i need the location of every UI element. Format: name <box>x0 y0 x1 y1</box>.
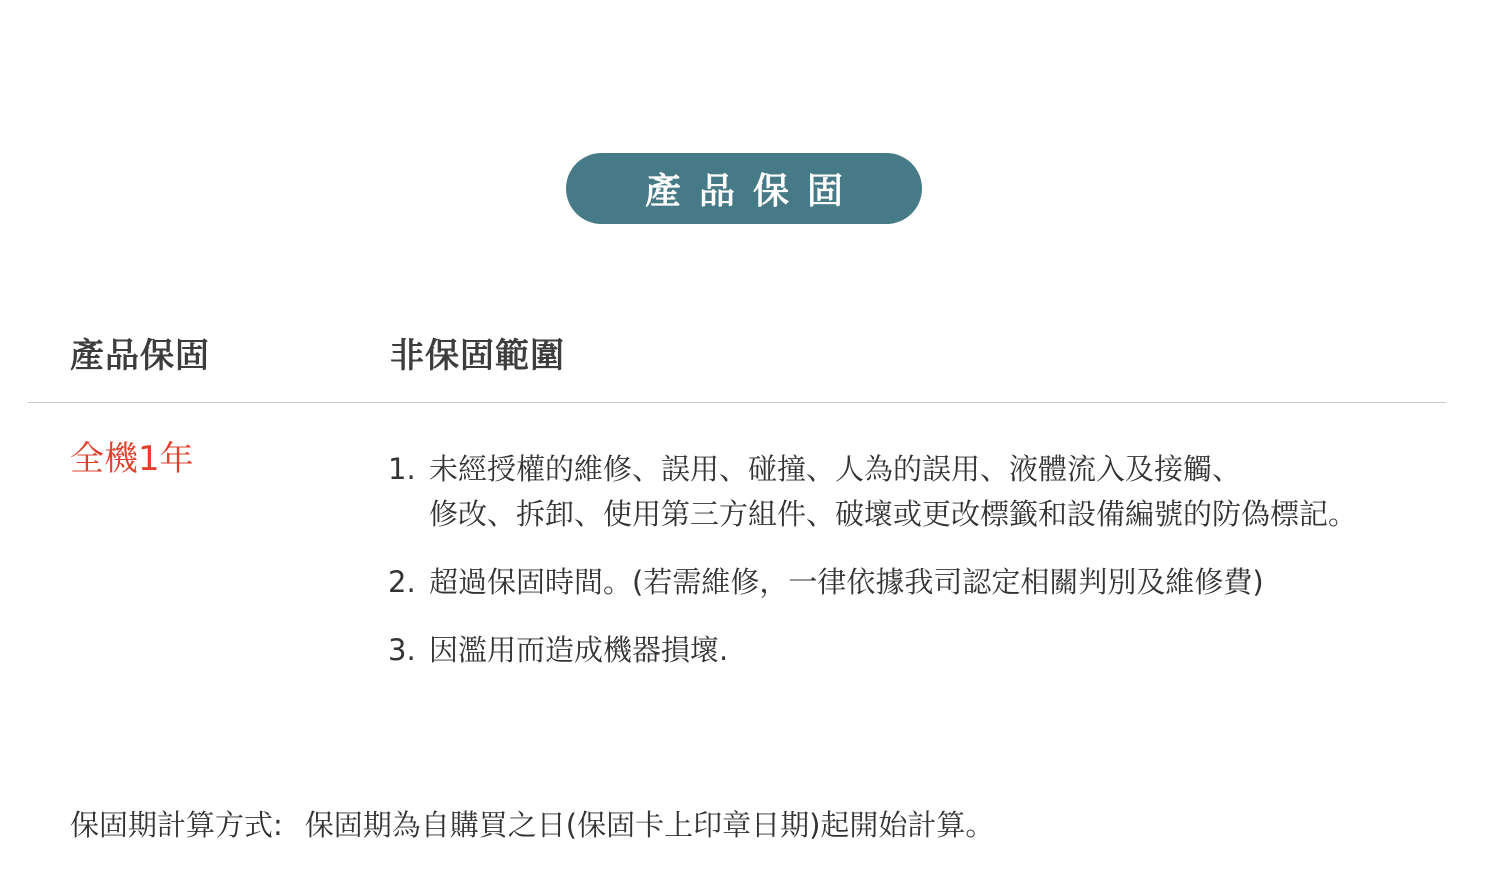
list-item-text: 未經授權的維修、誤用、碰撞、人為的誤用、液體流入及接觸、 修改、拆卸、使用第三方組件、破壞或更改標籤和設備編號的防偽標記。 <box>429 452 1358 531</box>
list-item <box>388 560 1468 605</box>
list-item-text: 超過保固時間。(若需維修，一律依據我司認定相關判別及維修費) <box>429 565 1264 599</box>
list-item-number: 1. <box>388 452 416 486</box>
list-item <box>388 628 1468 673</box>
warranty-coverage-value: 全機1年 <box>70 439 194 479</box>
warranty-calculation-label: 保固期計算方式: <box>70 808 283 842</box>
list-item-number: 3. <box>388 633 416 667</box>
section-title-badge: 產品保固 <box>566 153 922 224</box>
warranty-calculation-text: 保固期為自購買之日(保固卡上印章日期)起開始計算。 <box>304 808 995 842</box>
warranty-calculation-note <box>70 803 994 847</box>
column-header-warranty: 產品保固 <box>70 336 210 376</box>
exclusion-list <box>388 447 1468 696</box>
table-divider <box>28 402 1446 403</box>
column-header-exclusions: 非保固範圍 <box>390 336 565 376</box>
list-item-text: 因濫用而造成機器損壞. <box>429 633 729 667</box>
list-item <box>388 447 1468 537</box>
list-item-number: 2. <box>388 565 416 599</box>
